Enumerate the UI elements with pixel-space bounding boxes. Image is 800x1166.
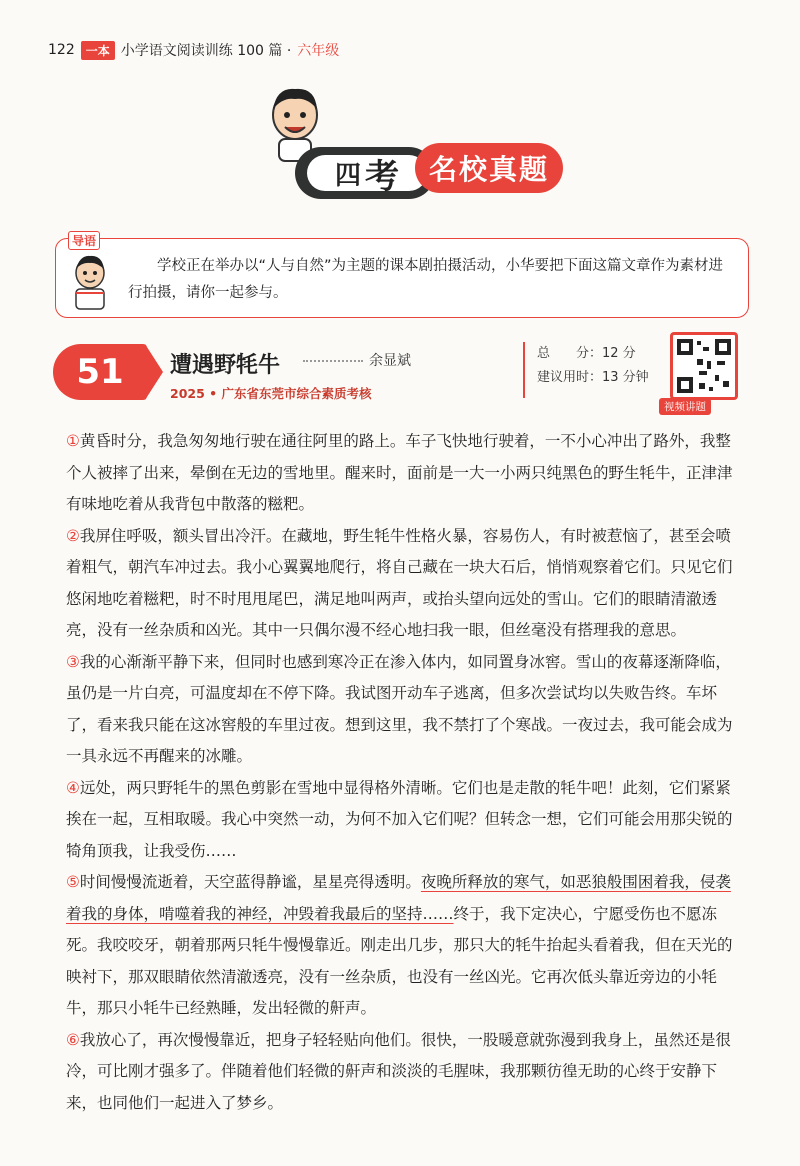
qr-code-icon[interactable]: [670, 332, 738, 400]
paragraph-text: 我的心渐渐平静下来，但同时也感到寒冷正在渗入体内，如同置身冰窖。雪山的夜幕逐渐降临，虽仍是一片白亮，可温度却在不停下降。我试图开动车子逃离，但多次尝试均以失败告终。车坏了，看来我只能在这冰窖般的车里过夜。想到这里，我不禁打了个寒战。一夜过去，我可能会成为一具永远不再醒来的冰雕。: [66, 652, 733, 765]
article-body: [66, 426, 744, 1119]
banner-prefix: 四 考: [307, 155, 427, 191]
paragraph-text: 我放心了，再次慢慢靠近，把身子轻轻贴向他们。很快，一股暖意就弥漫到我身上，虽然还是很冷，可比刚才强多了。伴随着他们轻微的鼾声和淡淡的毛腥味，我那颗彷徨无助的心终于安静下来，也同他们一起进入了梦乡。: [66, 1030, 731, 1112]
paragraph-marker: ②: [66, 526, 80, 545]
paragraph: [66, 521, 744, 647]
paragraph: [66, 773, 744, 868]
book-title: 小学语文阅读训练 100 篇 ·: [120, 43, 292, 59]
paragraph-marker: ④: [66, 778, 80, 797]
guide-text: 学校正在举办以“人与自然”为主题的课本剧拍摄活动，小华要把下面这篇文章作为素材进行拍摄，请你一起参与。: [128, 258, 724, 301]
paragraph-text: 黄昏时分，我急匆匆地行驶在通往阿里的路上。车子飞快地行驶着，一不小心冲出了路外，我整个人被摔了出来，晕倒在无边的雪地里。醒来时，面前是一大一小两只纯黑色的野生牦牛，正津津有味地吃着从我背包中散落的糍粑。: [66, 432, 733, 513]
page-header: [48, 40, 339, 60]
brand-badge: 一本: [81, 41, 115, 60]
reading-kid-icon: [62, 253, 118, 313]
passage-header: [53, 338, 753, 413]
paragraph: [66, 647, 744, 773]
passage-meta: [523, 342, 677, 398]
paragraph-text: 我屏住呼吸，额头冒出冷汗。在藏地，野生牦牛性格火暴，容易伤人，有时被惹恼了，甚至会喷着粗气，朝汽车冲过去。我小心翼翼地爬行，将自己藏在一块大石后，悄悄观察着它们。只见它们悠闲地吃着糍粑，时不时甩甩尾巴，满足地叫两声，或抬头望向远处的雪山。它们的眼睛清澈透亮，没有一丝杂质和凶光。其中一只偶尔漫不经心地扫我一眼，但丝毫没有搭理我的意思。: [66, 526, 733, 639]
page-number: 122: [48, 42, 75, 58]
paragraph-marker: ①: [66, 432, 80, 450]
paragraph-text: 远处，两只野牦牛的黑色剪影在雪地中显得格外清晰。它们也是走散的牦牛吧！此刻，它们紧紧挨在一起，互相取暖。我心中突然一动，为何不加入它们呢？但转念一想，它们可能会用那尖锐的犄角顶我，让我受伤……: [66, 778, 733, 860]
passage-source: 2025 • 广东省东莞市综合素质考核: [170, 386, 372, 401]
qr-label[interactable]: 视频讲题: [659, 398, 711, 415]
paragraph-text: 终于，我下定决心，宁愿受伤也不愿冻死。我咬咬牙，朝着那两只牦牛慢慢靠近。刚走出几步，那只大的牦牛抬起头看着我，但在天光的映衬下，那双眼睛依然清澈透亮，没有一丝杂质，也没有一丝凶光。它再次低头靠近旁边的小牦牛，那只小牦牛已经熟睡，发出轻微的鼾声。: [66, 904, 733, 1017]
grade-label: 六年级: [297, 43, 340, 59]
paragraph-text: 时间慢慢流逝着，天空蓝得静谧，星星亮得透明。: [79, 873, 421, 891]
paragraph: [66, 1025, 744, 1120]
section-banner: [235, 85, 565, 215]
passage-number: 51: [53, 344, 147, 400]
guide-box: [55, 234, 749, 318]
paragraph-marker: ⑥: [66, 1030, 80, 1049]
passage-title: 遭遇野牦牛: [170, 353, 281, 378]
score-label: 总 分：12 分: [537, 346, 636, 361]
time-label: 建议用时：13 分钟: [537, 370, 649, 385]
paragraph: [66, 867, 744, 1025]
banner-emphasis: 考: [365, 156, 399, 197]
paragraph: [66, 426, 744, 521]
underlined-sentence: 夜晚所释放的寒气，如恶狼般围困着我，侵袭着我的身体，啃噬着我的神经，冲毁着我最后的坚持……: [66, 873, 731, 923]
banner-title: 名校真题: [415, 143, 563, 193]
paragraph-marker: ⑤: [66, 873, 80, 891]
guide-tag: 导语: [68, 231, 100, 250]
passage-author: 余显斌: [369, 353, 411, 369]
paragraph-marker: ③: [66, 652, 80, 671]
